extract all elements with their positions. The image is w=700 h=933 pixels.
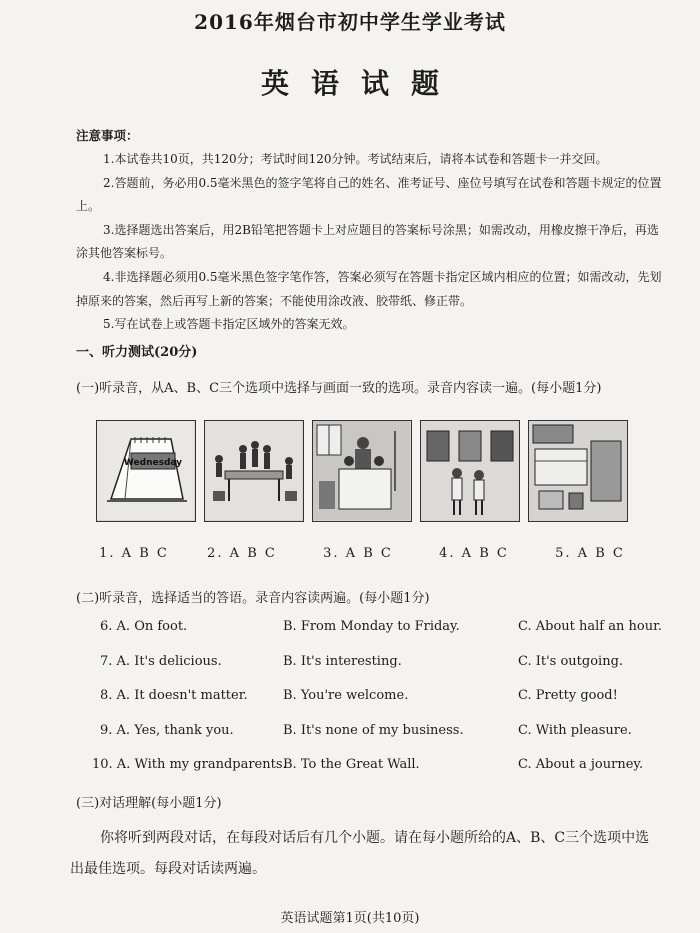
notice-item: 3.选择题选出答案后，用2B铅笔把答题卡上对应题目的答案标号涂黑；如需改动，用橡皮擦干净后，再选涂其他答案标号。 <box>76 222 659 261</box>
question-list <box>92 619 680 792</box>
option-a: 6. A. On foot. <box>100 619 188 634</box>
part3-instruction <box>70 823 670 885</box>
question-row <box>100 619 680 654</box>
subject-title: 英语试题 <box>260 67 461 100</box>
option-c: C. Pretty good! <box>518 688 618 703</box>
notice-heading: 注意事项： <box>76 128 139 143</box>
picture-2-students <box>204 420 304 522</box>
question-row <box>100 654 680 689</box>
part3-instruction-line1: 你将听到两段对话，在每段对话后有几个小题。请在每小题所给的A、B、C三个选项中选 <box>100 830 650 846</box>
picture-1-calendar <box>96 420 196 522</box>
picture-5-options: 5. A B C <box>555 546 625 561</box>
picture-5-kitchen <box>528 420 628 522</box>
notice-item: 1.本试卷共10页，共120分；考试时间120分钟。考试结束后，请将本试卷和答题卡一并交回。 <box>103 152 608 166</box>
notice-item: 4.非选择题必须用0.5毫米黑色签字笔作答，答案必须写在答题卡指定区域内相应的位置；如需改动，先划掉原来的答案，然后再写上新的答案；不能使用涂改液、胶带纸、修正带。 <box>76 269 662 308</box>
notice-item: 2.答题前，务必用0.5毫米黑色的签字笔将自己的姓名、准考证号、座位号填写在试卷和答题卡规定的位置上。 <box>76 175 662 214</box>
part2-instruction: (二)听录音，选择适当的答语。录音内容读两遍。(每小题1分) <box>76 591 430 606</box>
notice-list <box>76 148 666 337</box>
listening-section-heading: 一、听力测试(20分) <box>76 345 198 360</box>
option-a: 7. A. It's delicious. <box>100 653 222 669</box>
notice-item: 5.写在试卷上或答题卡指定区域外的答案无效。 <box>103 317 355 332</box>
option-b: B. From Monday to Friday. <box>283 619 460 634</box>
part1-instruction: (一)听录音，从A、B、C三个选项中选择与画面一致的选项。录音内容读一遍。(每小题1分) <box>76 381 602 396</box>
option-b: B. You're welcome. <box>283 688 409 703</box>
option-a: 10. A. With my grandparents. <box>92 757 287 772</box>
calendar-word: Wednesday <box>123 458 183 468</box>
option-c: C. It's outgoing. <box>518 653 624 669</box>
question-row <box>100 688 680 723</box>
picture-3-options: 3. A B C <box>323 546 393 561</box>
picture-1-options: 1. A B C <box>99 546 169 561</box>
picture-4-gallery <box>420 420 520 522</box>
option-c: C. About a journey. <box>518 757 644 772</box>
part3-instruction-line2: 出最佳选项。每段对话读两遍。 <box>70 861 266 877</box>
option-a: 9. A. Yes, thank you. <box>100 722 234 738</box>
picture-3-hospital <box>312 420 412 522</box>
question-row <box>100 723 680 758</box>
picture-2-options: 2. A B C <box>207 546 277 561</box>
part3-heading: (三)对话理解(每小题1分) <box>76 796 222 811</box>
picture-option-labels <box>96 546 696 566</box>
picture-row <box>96 420 696 525</box>
option-b: B. To the Great Wall. <box>283 757 420 772</box>
picture-4-options: 4. A B C <box>439 546 509 561</box>
option-b: B. It's interesting. <box>283 653 402 669</box>
option-c: C. About half an hour. <box>518 619 662 634</box>
question-row <box>92 757 680 792</box>
option-a: 8. A. It doesn't matter. <box>100 688 248 703</box>
page-footer: 英语试题第1页(共10页) <box>280 911 420 926</box>
option-c: C. With pleasure. <box>518 722 632 738</box>
exam-title: 2016年烟台市初中学生学业考试 <box>194 10 506 34</box>
option-b: B. It's none of my business. <box>283 722 464 738</box>
